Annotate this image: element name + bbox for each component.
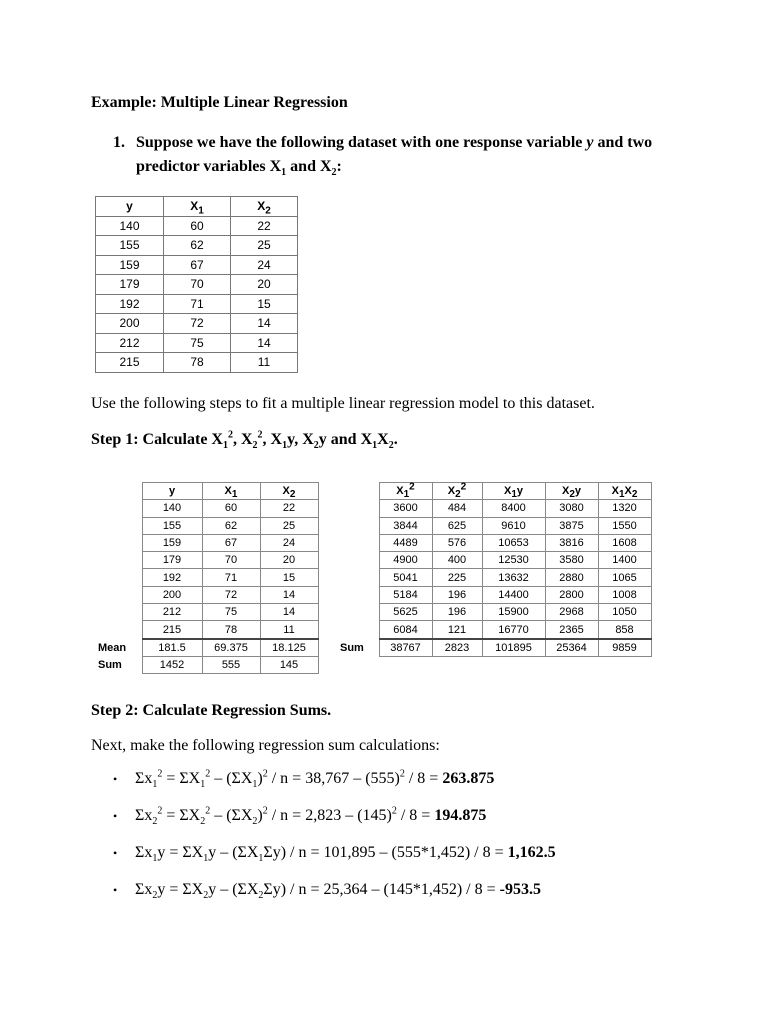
table-cell: 555 <box>202 656 260 673</box>
formula-result: -953.5 <box>499 881 541 898</box>
table-cell: 1608 <box>598 534 651 551</box>
table-row <box>94 534 318 551</box>
row-label <box>334 604 379 621</box>
table-cell: 4489 <box>379 534 432 551</box>
row-label <box>334 552 379 569</box>
table-cell: 159 <box>96 255 164 275</box>
table-cell: 8400 <box>482 500 545 517</box>
table-cell: 3580 <box>545 552 598 569</box>
table-cell: 196 <box>432 604 482 621</box>
table-header-row <box>334 483 651 500</box>
header-y: y <box>142 483 202 500</box>
table-row <box>96 294 298 314</box>
table-cell: 22 <box>231 216 298 236</box>
table-cell: 625 <box>432 517 482 534</box>
table-row <box>94 621 318 639</box>
table-row <box>334 534 651 551</box>
table-cell: 71 <box>164 294 231 314</box>
row-label <box>334 586 379 603</box>
table-cell: 70 <box>202 552 260 569</box>
table-cell: 181.5 <box>142 639 202 657</box>
row-label <box>94 586 142 603</box>
table-cell: 858 <box>598 621 651 639</box>
table-cell: 140 <box>142 500 202 517</box>
table-row <box>94 552 318 569</box>
table-cell: 67 <box>164 255 231 275</box>
table-cell: 5041 <box>379 569 432 586</box>
table-header-row <box>96 197 298 217</box>
table-cell: 159 <box>142 534 202 551</box>
header-x2y: $X_2y$ <box>545 483 598 500</box>
formula-x1-squared: $\Sigma x_1^2 = \Sigma X_1^2 - (\Sigma X_1)^2 / n = 38,767 - (555)^2 / 8 = 263.875$ <box>135 768 495 791</box>
bullet-icon: • <box>113 883 118 897</box>
table-cell: 18.125 <box>260 639 318 657</box>
table-cell: 15 <box>231 294 298 314</box>
bullet-icon: • <box>113 772 118 786</box>
table-cell: 38767 <box>379 639 432 657</box>
step2-heading: Step 2: Calculate Regression Sums. <box>91 702 332 719</box>
table-row <box>94 500 318 517</box>
table-cell: 11 <box>231 353 298 373</box>
table-cell: 20 <box>231 275 298 295</box>
intro-text: Use the following steps to fit a multiple linear regression model to this dataset. <box>91 395 595 412</box>
table-cell: 14400 <box>482 586 545 603</box>
formula-x2-squared: $\Sigma x_2^2 = \Sigma X_2^2 - (\Sigma X_2)^2 / n = 2,823 - (145)^2 / 8 = 194.875$ <box>135 805 487 828</box>
step1-heading: Step 1: Calculate $X_1^2$, $X_2^2$, $X_1y$, $X_2y$ and $X_1X_2$. <box>91 429 398 452</box>
table-header-row <box>94 483 318 500</box>
table-cell: 4900 <box>379 552 432 569</box>
table-cell: 25364 <box>545 639 598 657</box>
row-label: Sum <box>340 641 364 654</box>
question-number: 1. <box>113 134 125 151</box>
table-cell: 1065 <box>598 569 651 586</box>
table-cell: 1050 <box>598 604 651 621</box>
table-row <box>334 604 651 621</box>
table-cell: 3844 <box>379 517 432 534</box>
row-label <box>334 621 379 639</box>
table-row <box>94 604 318 621</box>
table-cell: 484 <box>432 500 482 517</box>
table-cell: 71 <box>202 569 260 586</box>
header-x1-squared: $X_1^2$ <box>379 483 432 500</box>
row-label: Sum <box>98 659 122 672</box>
header-x1y: $X_1y$ <box>482 483 545 500</box>
row-label <box>94 604 142 621</box>
formula-result: 1,162.5 <box>507 844 556 861</box>
table-row <box>96 255 298 275</box>
row-label <box>94 621 142 639</box>
table-cell: 24 <box>231 255 298 275</box>
table-row <box>334 569 651 586</box>
row-label <box>94 569 142 586</box>
table-row <box>96 333 298 353</box>
table-cell: 2968 <box>545 604 598 621</box>
row-label <box>334 517 379 534</box>
table-row <box>334 500 651 517</box>
table-cell: 400 <box>432 552 482 569</box>
mean-row <box>94 639 318 657</box>
table-cell: 67 <box>202 534 260 551</box>
table-row <box>94 517 318 534</box>
table-cell: 9610 <box>482 517 545 534</box>
table-cell: 196 <box>432 586 482 603</box>
table-cell: 212 <box>142 604 202 621</box>
table-row <box>94 569 318 586</box>
table-row <box>96 314 298 334</box>
table-cell: 2880 <box>545 569 598 586</box>
table-cell: 72 <box>202 586 260 603</box>
table-cell: 14 <box>231 314 298 334</box>
table-cell: 101895 <box>482 639 545 657</box>
question-text: Suppose we have the following dataset with one response variable y and two predictor variables $X_1$ and $X_2$: <box>136 134 653 179</box>
row-label <box>334 534 379 551</box>
table-cell: 6084 <box>379 621 432 639</box>
table-cell: 5184 <box>379 586 432 603</box>
table-cell: 3600 <box>379 500 432 517</box>
table-cell: 1400 <box>598 552 651 569</box>
table-cell: 13632 <box>482 569 545 586</box>
row-label <box>94 534 142 551</box>
table-cell: 12530 <box>482 552 545 569</box>
table-cell: 14 <box>231 333 298 353</box>
table-row <box>94 586 318 603</box>
table-cell: 576 <box>432 534 482 551</box>
table-cell: 15900 <box>482 604 545 621</box>
question-1 <box>113 131 713 179</box>
table-cell: 192 <box>142 569 202 586</box>
table-cell: 75 <box>202 604 260 621</box>
table-cell: 192 <box>96 294 164 314</box>
table-cell: 225 <box>432 569 482 586</box>
table-cell: 25 <box>260 517 318 534</box>
header-x2-squared: $X_2^2$ <box>432 483 482 500</box>
table-cell: 5625 <box>379 604 432 621</box>
table-cell: 215 <box>142 621 202 639</box>
table-cell: 78 <box>164 353 231 373</box>
table-row <box>96 236 298 256</box>
table-cell: 2800 <box>545 586 598 603</box>
table-cell: 62 <box>202 517 260 534</box>
row-label <box>94 517 142 534</box>
table-cell: 179 <box>96 275 164 295</box>
table-cell: 10653 <box>482 534 545 551</box>
table-cell: 22 <box>260 500 318 517</box>
table-cell: 215 <box>96 353 164 373</box>
header-x2: $X_2$ <box>260 483 318 500</box>
step1-table-right <box>334 482 652 657</box>
page-title: Example: Multiple Linear Regression <box>91 94 348 111</box>
table-cell: 11 <box>260 621 318 639</box>
table-cell: 14 <box>260 586 318 603</box>
table-cell: 140 <box>96 216 164 236</box>
header-x1x2: $X_1X_2$ <box>598 483 651 500</box>
table-row <box>334 621 651 639</box>
header-y: y <box>96 197 164 217</box>
table-cell: 16770 <box>482 621 545 639</box>
row-label <box>94 500 142 517</box>
table-cell: 3080 <box>545 500 598 517</box>
table-cell: 200 <box>142 586 202 603</box>
table-cell: 70 <box>164 275 231 295</box>
row-label <box>334 569 379 586</box>
table-cell: 72 <box>164 314 231 334</box>
table-cell: 78 <box>202 621 260 639</box>
table-row <box>334 586 651 603</box>
row-label <box>94 552 142 569</box>
sum-row <box>334 639 651 657</box>
formula-result: 263.875 <box>442 770 495 787</box>
table-row <box>96 353 298 373</box>
table-cell: 14 <box>260 604 318 621</box>
table-row <box>334 517 651 534</box>
table-cell: 155 <box>96 236 164 256</box>
formula-result: 194.875 <box>434 807 487 824</box>
table-cell: 15 <box>260 569 318 586</box>
table-cell: 155 <box>142 517 202 534</box>
table-cell: 75 <box>164 333 231 353</box>
table-cell: 1550 <box>598 517 651 534</box>
table-cell: 24 <box>260 534 318 551</box>
header-x2: $X_2$ <box>231 197 298 217</box>
table-cell: 1320 <box>598 500 651 517</box>
table-cell: 69.375 <box>202 639 260 657</box>
bullet-icon: • <box>113 809 118 823</box>
table-row <box>334 552 651 569</box>
table-cell: 62 <box>164 236 231 256</box>
step2-intro: Next, make the following regression sum calculations: <box>91 737 440 754</box>
header-x1: $X_1$ <box>164 197 231 217</box>
table-cell: 9859 <box>598 639 651 657</box>
table-cell: 200 <box>96 314 164 334</box>
table-cell: 3875 <box>545 517 598 534</box>
table-cell: 212 <box>96 333 164 353</box>
table-row <box>96 275 298 295</box>
formula-x1y: $\Sigma x_1y = \Sigma X_1y - (\Sigma X_1\Sigma y) / n = 101,895 - (555*1,452) / 8 = 1,162.5$ <box>135 844 556 865</box>
sum-row <box>94 656 318 673</box>
table-cell: 25 <box>231 236 298 256</box>
dataset-table <box>95 196 298 373</box>
table-row <box>96 216 298 236</box>
table-cell: 145 <box>260 656 318 673</box>
formula-x2y: $\Sigma x_2y = \Sigma X_2y - (\Sigma X_2\Sigma y) / n = 25,364 - (145*1,452) / 8 = -953.5$ <box>135 881 541 902</box>
table-cell: 179 <box>142 552 202 569</box>
table-cell: 2823 <box>432 639 482 657</box>
bullet-icon: • <box>113 846 118 860</box>
table-cell: 20 <box>260 552 318 569</box>
table-cell: 121 <box>432 621 482 639</box>
row-label: Mean <box>98 641 127 654</box>
row-label <box>334 500 379 517</box>
table-cell: 1452 <box>142 656 202 673</box>
table-cell: 2365 <box>545 621 598 639</box>
table-cell: 1008 <box>598 586 651 603</box>
table-cell: 60 <box>202 500 260 517</box>
step1-table-left <box>94 482 319 674</box>
table-cell: 3816 <box>545 534 598 551</box>
table-cell: 60 <box>164 216 231 236</box>
header-x1: $X_1$ <box>202 483 260 500</box>
